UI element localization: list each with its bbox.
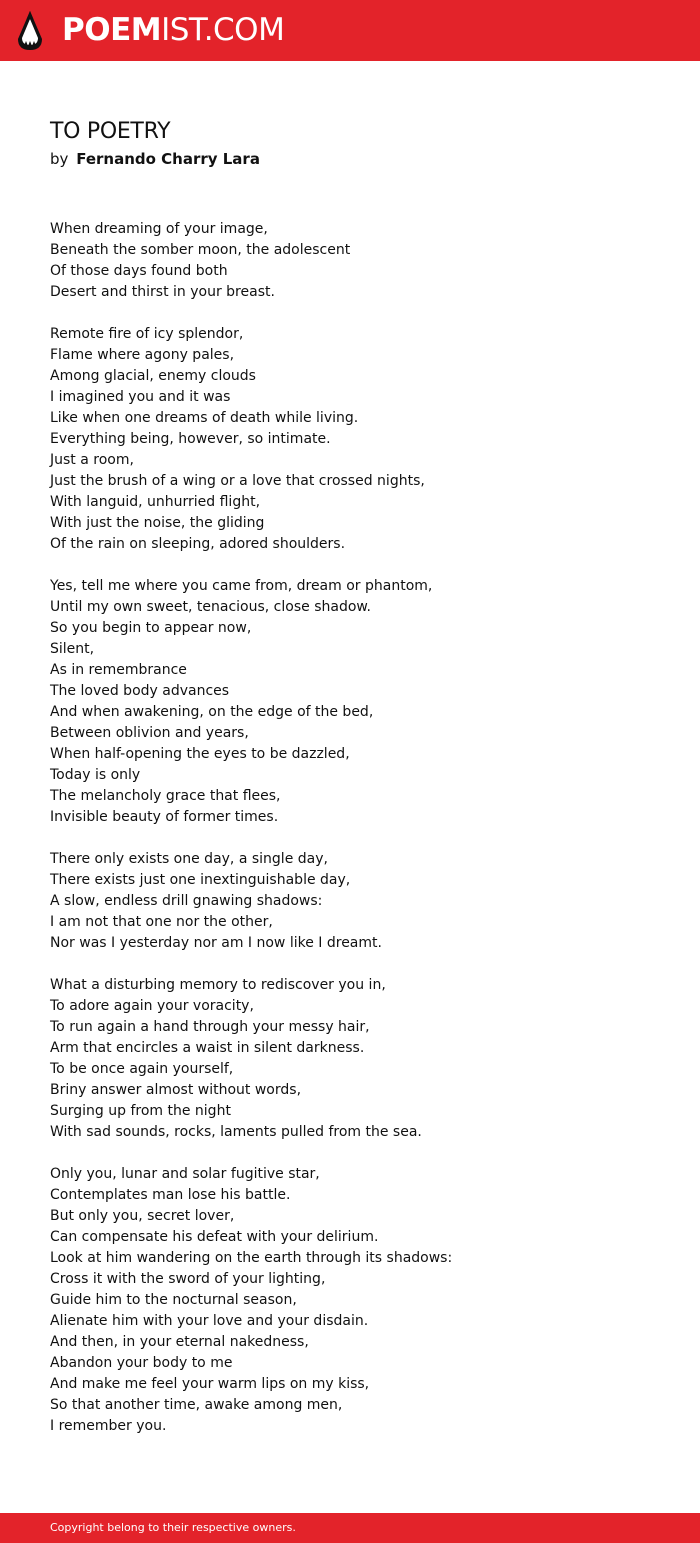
poem-line: Nor was I yesterday nor am I now like I dreamt. bbox=[50, 935, 382, 951]
byline bbox=[50, 149, 260, 169]
poem-line: With languid, unhurried flight, bbox=[50, 494, 261, 510]
poem-stanza bbox=[50, 975, 670, 1143]
poem-line: Cross it with the sword of your lighting, bbox=[50, 1271, 326, 1287]
poem-line: Look at him wandering on the earth through its shadows: bbox=[50, 1250, 453, 1266]
poem-stanza bbox=[50, 849, 670, 954]
poem-line: Guide him to the nocturnal season, bbox=[50, 1292, 297, 1308]
poem-line: Abandon your body to me bbox=[50, 1355, 233, 1371]
poem-line: Of those days found both bbox=[50, 263, 228, 279]
poem-line: To adore again your voracity, bbox=[50, 998, 254, 1014]
poem-line: Between oblivion and years, bbox=[50, 725, 249, 741]
poem-line: So that another time, awake among men, bbox=[50, 1397, 343, 1413]
poem-stanza bbox=[50, 324, 670, 555]
poem-line: Yes, tell me where you came from, dream or phantom, bbox=[50, 578, 433, 594]
poem-line: There only exists one day, a single day, bbox=[50, 851, 328, 867]
poem-line: Briny answer almost without words, bbox=[50, 1082, 302, 1098]
poem-line: Can compensate his defeat with your delirium. bbox=[50, 1229, 379, 1245]
poem-body bbox=[50, 219, 670, 1437]
poem-stanza bbox=[50, 1164, 670, 1437]
poem-line: As in remembrance bbox=[50, 662, 187, 678]
poem-line: With just the noise, the gliding bbox=[50, 515, 265, 531]
poem-stanza bbox=[50, 219, 670, 303]
poem-line: To run again a hand through your messy hair, bbox=[50, 1019, 370, 1035]
poem-line: To be once again yourself, bbox=[50, 1061, 234, 1077]
poem-line: What a disturbing memory to rediscover you in, bbox=[50, 977, 386, 993]
poem-line: Silent, bbox=[50, 641, 95, 657]
by-label: by bbox=[50, 150, 69, 168]
poem-line: And when awakening, on the edge of the bed, bbox=[50, 704, 374, 720]
poem-line: Surging up from the night bbox=[50, 1103, 231, 1119]
poem-line: Arm that encircles a waist in silent darkness. bbox=[50, 1040, 365, 1056]
poem-line: The loved body advances bbox=[50, 683, 230, 699]
poem-line: Today is only bbox=[50, 767, 141, 783]
poem-line: Until my own sweet, tenacious, close shadow. bbox=[50, 599, 372, 615]
site-header bbox=[0, 0, 700, 61]
poem-line: Remote fire of icy splendor, bbox=[50, 326, 244, 342]
poem-line: Among glacial, enemy clouds bbox=[50, 368, 256, 384]
author-name: Fernando Charry Lara bbox=[76, 150, 260, 168]
poem-line: Contemplates man lose his battle. bbox=[50, 1187, 291, 1203]
poem-line: Of the rain on sleeping, adored shoulders. bbox=[50, 536, 346, 552]
site-footer bbox=[0, 1513, 700, 1543]
poem-line: Just the brush of a wing or a love that crossed nights, bbox=[50, 473, 425, 489]
poem-title: TO POETRY bbox=[50, 119, 171, 144]
pencil-tip-icon[interactable] bbox=[17, 10, 43, 51]
logo-bold-text: POEM bbox=[62, 12, 162, 48]
poem-stanza bbox=[50, 576, 670, 828]
logo-light-text: IST.COM bbox=[161, 12, 285, 48]
site-logo-link[interactable] bbox=[62, 13, 284, 47]
poem-line: Desert and thirst in your breast. bbox=[50, 284, 275, 300]
poem-line: With sad sounds, rocks, laments pulled from the sea. bbox=[50, 1124, 422, 1140]
poem-line: And then, in your eternal nakedness, bbox=[50, 1334, 309, 1350]
poem-line: Beneath the somber moon, the adolescent bbox=[50, 242, 351, 258]
poem-line: When half-opening the eyes to be dazzled, bbox=[50, 746, 350, 762]
poem-line: Invisible beauty of former times. bbox=[50, 809, 279, 825]
poem-line: Flame where agony pales, bbox=[50, 347, 235, 363]
poem-line: I imagined you and it was bbox=[50, 389, 231, 405]
poem-line: Everything being, however, so intimate. bbox=[50, 431, 331, 447]
poem-line: I am not that one nor the other, bbox=[50, 914, 273, 930]
poem-line: I remember you. bbox=[50, 1418, 167, 1434]
poem-line: Only you, lunar and solar fugitive star, bbox=[50, 1166, 320, 1182]
poem-line: There exists just one inextinguishable day, bbox=[50, 872, 351, 888]
poem-line: So you begin to appear now, bbox=[50, 620, 252, 636]
poem-line: And make me feel your warm lips on my kiss, bbox=[50, 1376, 370, 1392]
poem-line: But only you, secret lover, bbox=[50, 1208, 235, 1224]
poem-line: A slow, endless drill gnawing shadows: bbox=[50, 893, 323, 909]
poem-line: When dreaming of your image, bbox=[50, 221, 268, 237]
poem-line: Alienate him with your love and your disdain. bbox=[50, 1313, 369, 1329]
copyright-text: Copyright belong to their respective owners. bbox=[50, 1521, 296, 1534]
poem-line: The melancholy grace that flees, bbox=[50, 788, 281, 804]
poem-line: Like when one dreams of death while living. bbox=[50, 410, 359, 426]
poem-line: Just a room, bbox=[50, 452, 134, 468]
